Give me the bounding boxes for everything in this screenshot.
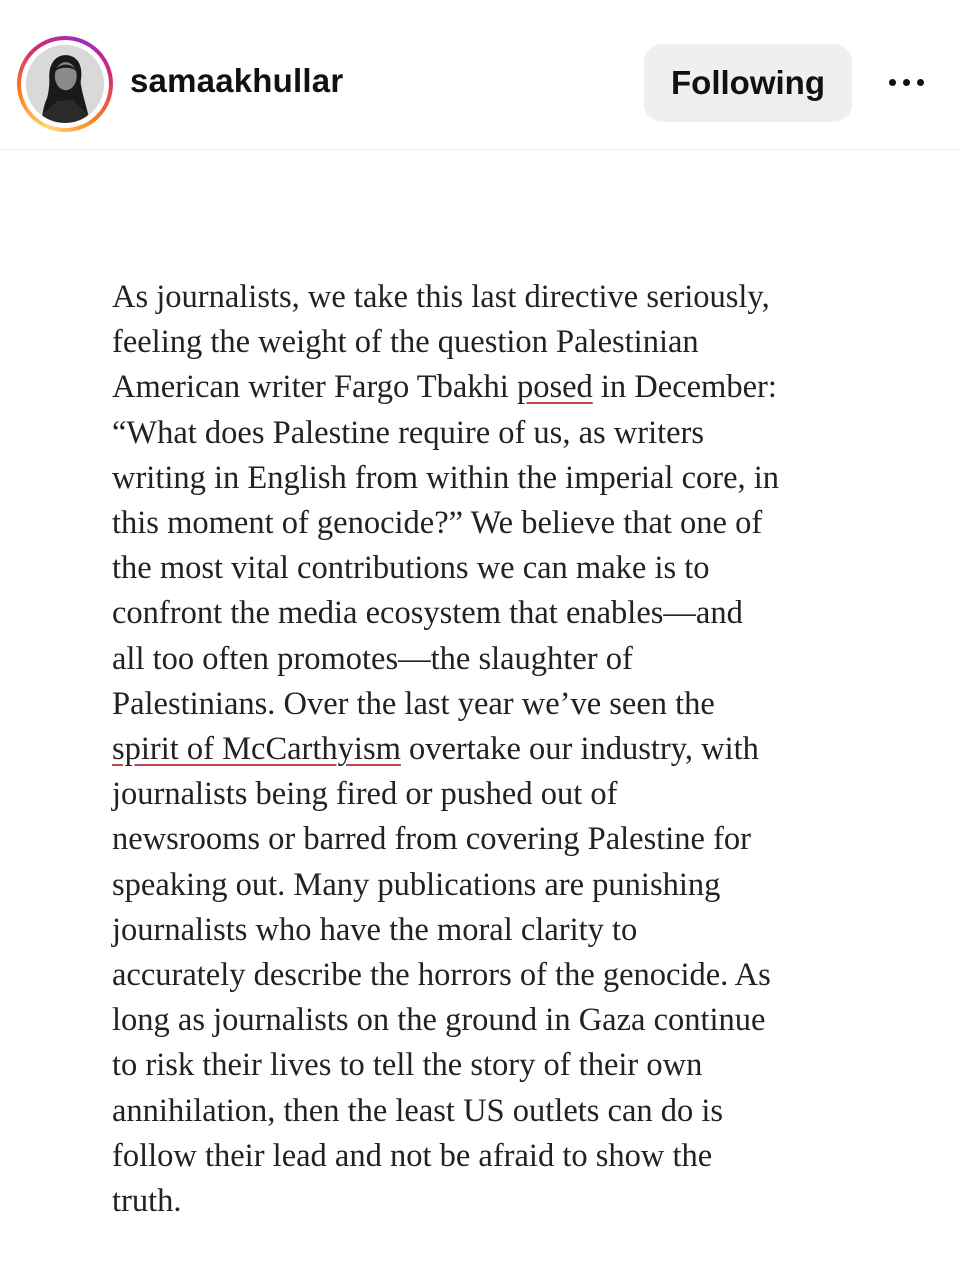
username[interactable]: samaakhullar: [130, 62, 344, 99]
article-line: [112, 456, 872, 501]
article-text: confront the media ecosystem that enables—and: [112, 595, 743, 632]
article-link[interactable]: spirit of McCarthyism: [112, 731, 401, 768]
article-line: [112, 998, 872, 1043]
more-options-icon[interactable]: [878, 62, 934, 102]
article-text: speaking out. Many publications are punishing: [112, 866, 721, 903]
article-line: [112, 320, 872, 365]
avatar[interactable]: [26, 45, 104, 123]
post-header: [0, 0, 960, 150]
article-line: [112, 411, 872, 456]
article-text: in December:: [592, 369, 777, 406]
article-text: to risk their lives to tell the story of their own: [112, 1047, 703, 1084]
article-line: [112, 727, 872, 772]
article-line: [112, 546, 872, 591]
article-text: As journalists, we take this last directive seriously,: [112, 279, 770, 315]
article-text: this moment of genocide?” We believe that one of: [112, 505, 763, 542]
article-text: the most vital contributions we can make is to: [112, 550, 710, 587]
article-text: writing in English from within the imperial core, in: [112, 459, 780, 496]
article-line: [112, 501, 872, 546]
article-excerpt: [112, 275, 872, 1224]
article-line: [112, 1089, 872, 1134]
article-text: annihilation, then the least US outlets can do is: [112, 1092, 724, 1129]
profile-photo: [26, 45, 104, 123]
article-text: journalists being fired or pushed out of: [112, 776, 618, 813]
article-text: long as journalists on the ground in Gaza continue: [112, 1002, 766, 1039]
article-text: journalists who have the moral clarity to: [112, 911, 638, 948]
article-text: accurately describe the horrors of the genocide. As: [112, 957, 771, 994]
article-line: [112, 637, 872, 682]
article-line: [112, 863, 872, 908]
following-button[interactable]: Following: [644, 44, 852, 122]
article-line: [112, 1134, 872, 1179]
article-line: [112, 682, 872, 727]
article-line: [112, 1043, 872, 1088]
article-line: [112, 908, 872, 953]
article-line: [112, 275, 872, 320]
article-text: overtake our industry, with: [400, 731, 759, 768]
article-text: all too often promotes—the slaughter of: [112, 640, 633, 677]
article-line: [112, 953, 872, 998]
article-line: [112, 1179, 872, 1224]
article-line: [112, 365, 872, 410]
article-line: [112, 772, 872, 817]
article-line: [112, 817, 872, 862]
article-text: feeling the weight of the question Palestinian: [112, 324, 699, 361]
article-text: “What does Palestine require of us, as writers: [112, 414, 705, 451]
article-text: Palestinians. Over the last year we’ve seen the: [112, 685, 715, 722]
article-text: American writer Fargo Tbakhi: [112, 369, 517, 406]
article-link[interactable]: posed: [516, 369, 593, 406]
article-line: [112, 591, 872, 636]
article-text: follow their lead and not be afraid to show the: [112, 1137, 713, 1174]
article-text: truth.: [112, 1183, 182, 1220]
article-text: newsrooms or barred from covering Palestine for: [112, 821, 751, 858]
story-ring[interactable]: [17, 36, 113, 132]
